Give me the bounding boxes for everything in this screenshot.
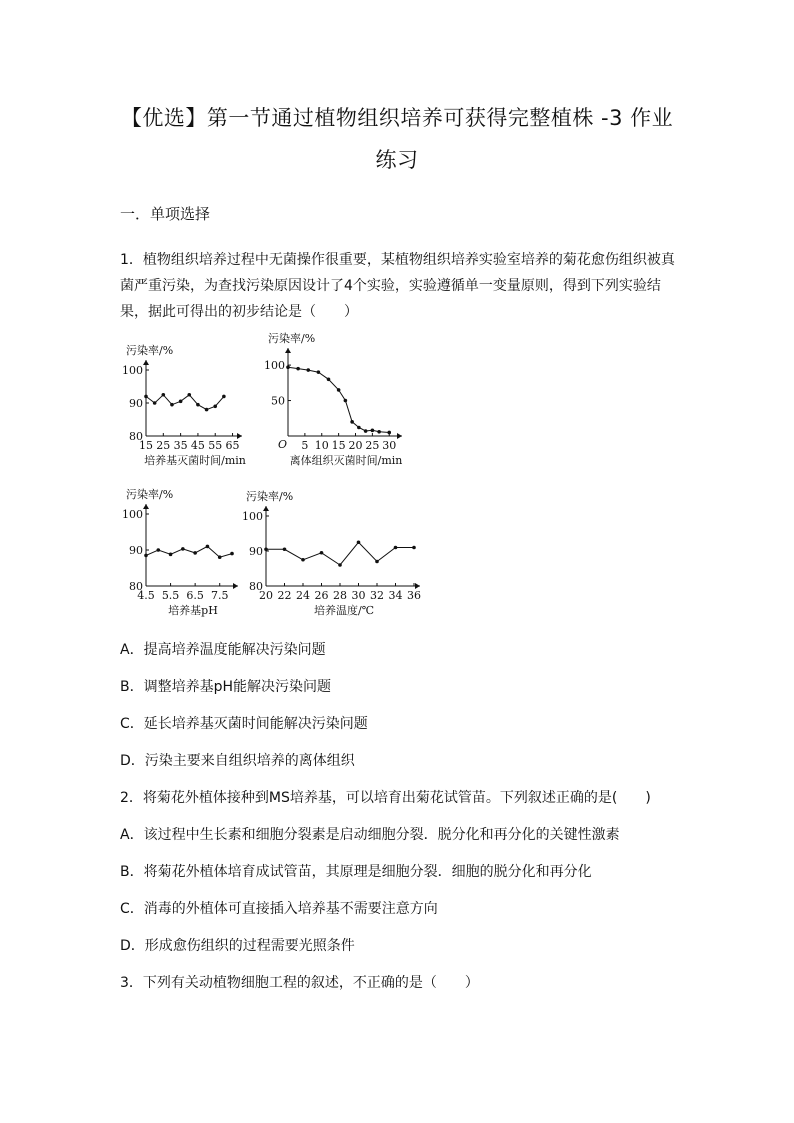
- y-tick-label: 100: [264, 359, 285, 373]
- y-axis-arrow: [285, 348, 291, 353]
- data-point: [317, 370, 321, 374]
- q1-option-c: C．延长培养基灭菌时间能解决污染问题: [120, 716, 368, 732]
- data-point: [196, 403, 200, 407]
- y-tick-label: 50: [271, 394, 285, 408]
- x-tick-label: 36: [407, 589, 421, 602]
- x-tick-label: 25: [156, 439, 171, 452]
- x-tick-label: 28: [333, 589, 347, 602]
- data-point: [144, 554, 148, 558]
- data-point: [218, 555, 222, 559]
- q2-option-d: D．形成愈伤组织的过程需要光照条件: [120, 938, 355, 954]
- x-tick-label: 6.5: [186, 589, 204, 602]
- x-axis-label: 培养温度/℃: [313, 604, 375, 617]
- y-axis-arrow: [263, 506, 269, 511]
- x-tick-label: 15: [139, 439, 153, 452]
- series-line: [266, 542, 414, 565]
- data-point: [394, 546, 398, 550]
- y-axis-label: 污染率/%: [126, 344, 174, 357]
- y-axis-label: 污染率/%: [246, 490, 294, 503]
- y-tick-label: 90: [129, 397, 143, 410]
- y-tick-label: 100: [242, 510, 263, 523]
- x-tick-label: 5.5: [161, 589, 180, 602]
- x-tick-label: 22: [277, 589, 292, 602]
- y-tick-label: 100: [122, 508, 143, 521]
- x-tick-label: 34: [388, 589, 403, 602]
- x-tick-label: 30: [351, 589, 366, 602]
- q1-option-a: A．提高培养温度能解决污染问题: [120, 642, 326, 658]
- x-tick-label: 32: [370, 589, 384, 602]
- data-point: [222, 395, 226, 399]
- page-title: 【优选】第一节通过植物组织培养可获得完整植株 -3 作业: [120, 106, 674, 130]
- page-title-line2: 练习: [375, 148, 419, 172]
- y-tick-label: 90: [129, 544, 143, 557]
- data-point: [301, 558, 305, 562]
- section-heading: 一．单项选择: [120, 205, 211, 223]
- data-point: [412, 546, 416, 550]
- y-tick-label: 100: [122, 364, 143, 377]
- data-point: [371, 429, 375, 433]
- y-axis-label: 污染率/%: [126, 488, 174, 501]
- x-axis-arrow: [397, 433, 402, 439]
- y-tick-label: 80: [129, 580, 143, 593]
- data-point: [377, 430, 381, 434]
- data-point: [206, 545, 210, 549]
- data-point: [179, 400, 183, 404]
- x-tick-label: 65: [225, 439, 240, 452]
- data-point: [213, 405, 217, 409]
- data-point: [264, 547, 268, 551]
- x-tick-label: 20: [259, 589, 273, 602]
- chart-explant-sterilization: [258, 332, 408, 476]
- data-point: [357, 540, 361, 544]
- series-line: [146, 395, 224, 410]
- x-tick-label: 35: [173, 439, 188, 452]
- data-point: [286, 365, 290, 369]
- data-point: [144, 395, 148, 399]
- origin-label: O: [278, 438, 288, 451]
- y-axis-label: 污染率/%: [268, 332, 316, 345]
- series-line: [288, 367, 389, 432]
- data-point: [306, 368, 310, 372]
- data-point: [156, 548, 160, 552]
- q2-option-a: A．该过程中生长素和细胞分裂素是启动细胞分裂．脱分化和再分化的关键性激素: [120, 827, 620, 843]
- data-point: [283, 547, 287, 551]
- data-point: [162, 393, 166, 397]
- data-point: [344, 399, 348, 403]
- x-axis-label: 离体组织灭菌时间/min: [289, 454, 403, 467]
- x-tick-label: 30: [382, 439, 397, 452]
- data-point: [205, 408, 209, 412]
- y-tick-label: 80: [249, 580, 263, 593]
- q1-option-d: D．污染主要来自组织培养的离体组织: [120, 753, 355, 769]
- question-2-stem: 2．将菊花外植体接种到MS培养基，可以培育出菊花试管苗。下列叙述正确的是( ): [120, 790, 651, 806]
- data-point: [181, 547, 185, 551]
- data-point: [387, 431, 391, 435]
- x-tick-label: 5: [301, 439, 309, 452]
- question-1-stem: 1．植物组织培养过程中无菌操作很重要，某植物组织培养实验室培养的菊花愈伤组织被真菌严重污染，为查找污染原因设计了4个实验，实验遵循单一变量原则，得到下列实验结果，据此可得出的初步结论是（ ）: [120, 252, 675, 320]
- question-3-stem: 3．下列有关动植物细胞工程的叙述，不正确的是（ ）: [120, 975, 479, 991]
- x-axis-arrow: [233, 583, 238, 589]
- chart-medium-sterilization: [120, 336, 250, 476]
- q2-option-c: C．消毒的外植体可直接插入培养基不需要注意方向: [120, 901, 438, 917]
- data-point: [320, 551, 324, 555]
- y-axis-arrow: [143, 504, 149, 509]
- y-tick-label: 90: [249, 545, 263, 558]
- x-axis-label: 培养基pH: [168, 604, 218, 617]
- data-point: [170, 403, 174, 407]
- data-point: [169, 553, 173, 557]
- chart-medium-ph: [120, 478, 240, 618]
- x-tick-label: 7.5: [210, 589, 229, 602]
- x-tick-label: 45: [190, 439, 205, 452]
- data-point: [296, 367, 300, 371]
- data-point: [364, 429, 368, 433]
- data-point: [327, 377, 331, 381]
- q1-option-b: B．调整培养基pH能解决污染问题: [120, 679, 332, 695]
- x-tick-label: 26: [314, 589, 329, 602]
- chart-culture-temperature: [242, 478, 422, 618]
- data-point: [338, 563, 342, 567]
- data-point: [193, 551, 197, 555]
- data-point: [350, 420, 354, 424]
- data-point: [187, 393, 191, 397]
- x-tick-label: 15: [331, 439, 346, 452]
- x-tick-label: 55: [208, 439, 223, 452]
- x-axis-label: 培养基灭菌时间/min: [144, 454, 246, 467]
- data-point: [357, 426, 361, 430]
- x-tick-label: 25: [365, 439, 380, 452]
- x-tick-label: 24: [296, 589, 310, 602]
- data-point: [337, 388, 341, 392]
- y-tick-label: 80: [129, 430, 143, 443]
- y-axis-arrow: [143, 360, 149, 365]
- x-tick-label: 20: [348, 439, 363, 452]
- q2-option-b: B．将菊花外植体培育成试管苗，其原理是细胞分裂．细胞的脱分化和再分化: [120, 864, 592, 880]
- data-point: [153, 401, 157, 405]
- x-tick-label: 4.5: [137, 589, 155, 602]
- data-point: [230, 552, 234, 556]
- data-point: [375, 560, 379, 564]
- x-tick-label: 10: [314, 439, 329, 452]
